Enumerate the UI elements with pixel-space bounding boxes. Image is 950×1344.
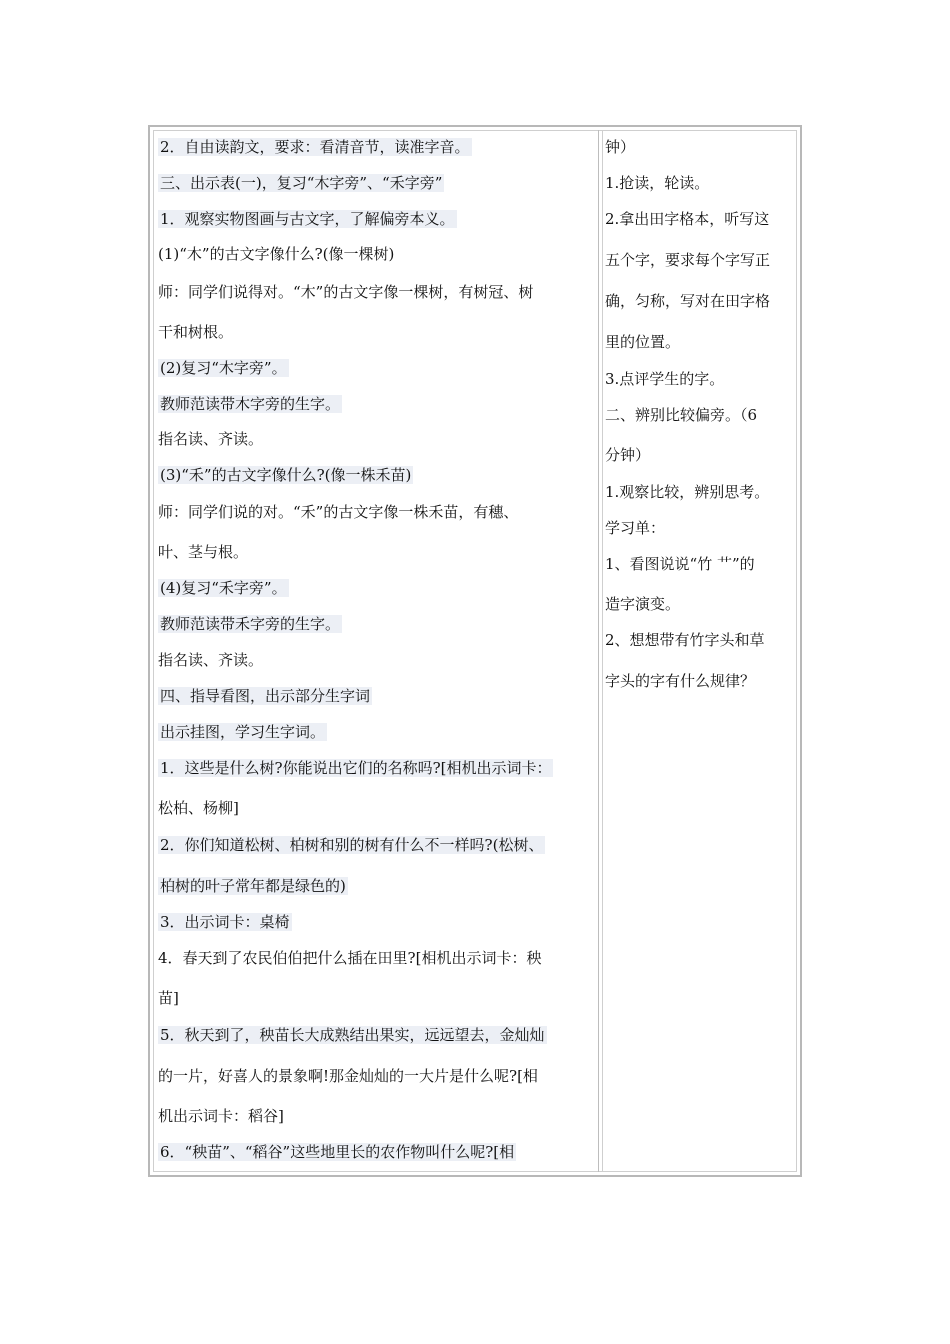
column-divider [598,130,599,1172]
right-line-6: 里的位置。 [605,333,681,351]
left-line-20: 2．你们知道松树、柏树和别的树有什么不一样吗?(松树、 [160,836,544,854]
left-line-10: (3)“禾”的古文字像什么?(像一株禾苗) [160,466,412,484]
left-line-14: 教师范读带禾字旁的生字。 [160,615,341,633]
left-line-25: 5．秋天到了，秧苗长大成熟结出果实，远远望去，金灿灿 [160,1026,545,1044]
left-line-18: 1．这些是什么树?你能说出它们的名称吗?[相机出示词卡： [160,759,552,777]
left-line-12: 叶、茎与根。 [158,543,249,561]
left-line-2: 三、出示表(一)，复习“木字旁”、“禾字旁” [160,174,443,192]
left-line-16: 四、指导看图，出示部分生字词 [160,687,371,705]
left-line-24: 苗] [158,989,179,1007]
left-line-17: 出示挂图，学习生字词。 [160,723,326,741]
right-line-12: 1、看图说说“竹 艹”的 [605,555,755,573]
right-line-9: 分钟） [605,446,651,464]
left-line-3: 1．观察实物图画与古文字，了解偏旁本义。 [160,210,455,228]
left-line-9: 指名读、齐读。 [158,430,264,448]
left-line-28: 6．“秧苗”、“稻谷”这些地里长的农作物叫什么呢?[相 [160,1143,515,1161]
left-line-22: 3．出示词卡：桌椅 [160,913,290,931]
right-line-8: 二、辨别比较偏旁。（6 [605,406,758,424]
right-line-11: 学习单： [605,519,666,537]
right-line-3: 2.拿出田字格本，听写这 [605,210,770,228]
right-line-10: 1.观察比较，辨别思考。 [605,483,770,501]
left-line-4: (1)“木”的古文字像什么?(像一棵树) [158,245,395,263]
left-line-21: 柏树的叶子常年都是绿色的) [160,877,346,895]
right-line-2: 1.抢读，轮读。 [605,174,710,192]
left-line-19: 松柏、杨柳] [158,799,239,817]
left-line-8: 教师范读带木字旁的生字。 [160,395,341,413]
right-line-13: 造字演变。 [605,595,681,613]
right-line-4: 五个字，要求每个字写正 [605,251,771,269]
left-line-11: 师：同学们说的对。“禾”的古文字像一株禾苗，有穗、 [158,503,519,521]
right-line-14: 2、想想带有竹字头和草 [605,631,765,649]
left-line-27: 机出示词卡：稻谷] [158,1107,284,1125]
left-line-23: 4．春天到了农民伯伯把什么插在田里?[相机出示词卡：秧 [158,949,542,967]
right-line-15: 字头的字有什么规律？ [605,672,756,690]
left-line-6: 干和树根。 [158,323,234,341]
right-line-5: 确，匀称，写对在田字格 [605,292,771,310]
left-line-7: (2)复习“木字旁”。 [160,359,287,377]
right-line-1: 钟） [605,138,636,156]
right-line-7: 3.点评学生的字。 [605,370,725,388]
left-line-26: 的一片，好喜人的景象啊!那金灿灿的一大片是什么呢?[相 [158,1067,538,1085]
left-line-5: 师：同学们说得对。“木”的古文字像一棵树，有树冠、树 [158,283,534,301]
column-divider-inner [602,130,603,1172]
left-line-1: 2．自由读韵文，要求：看清音节，读准字音。 [160,138,470,156]
left-line-15: 指名读、齐读。 [158,651,264,669]
left-line-13: (4)复习“禾字旁”。 [160,579,287,597]
